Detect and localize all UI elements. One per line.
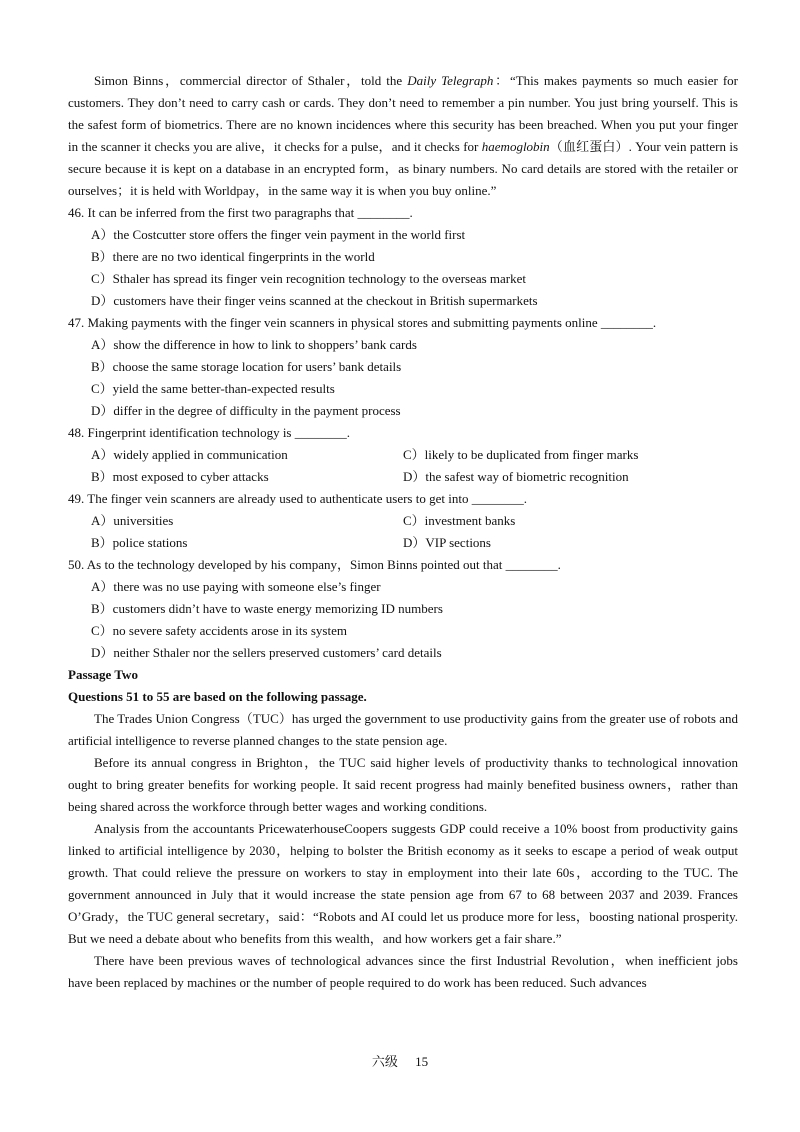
q50-option-a[interactable]: A）there was no use paying with someone else’s finger <box>91 579 381 594</box>
q48-option-d[interactable]: D）the safest way of biometric recognition <box>403 469 629 484</box>
q48-option-a[interactable]: A）widely applied in communication <box>91 447 288 462</box>
q50-option-b[interactable]: B）customers didn’t have to waste energy memorizing ID numbers <box>91 601 443 616</box>
intro-quote-a: ：“This makes payments so much easier for customers. They don’t need to carry cash or cards. They don’t need to remember a pin number. You just bring yourself. This is the safest form of biometrics. There are no known incidences where this security has been breached. When you put your finger in the scanner it checks you are alive，it checks for a pulse，and it checks for <box>68 73 738 154</box>
exam-level: 六级 <box>371 1054 398 1069</box>
q47-option-a[interactable]: A）show the difference in how to link to shoppers’ bank cards <box>91 337 417 352</box>
q50-option-d[interactable]: D）neither Sthaler nor the sellers preserved customers’ card details <box>91 645 442 660</box>
question-49: 49. The finger vein scanners are already used to authenticate users to get into ________. <box>68 491 527 506</box>
passage-paragraph: Before its annual congress in Brighton，the TUC said higher levels of productivity thanks to technological innovation ought to bring greater benefits for working people. It said recent progress had mainly benefited business owners，rather than being shared across the workforce through better wages and working conditions. <box>68 755 738 814</box>
passage-paragraph: There have been previous waves of technological advances since the first Industrial Revolution，when inefficient jobs have been replaced by machines or the number of people required to do work has been reduced. Such advances <box>68 953 738 990</box>
q49-options-row-2 <box>91 532 738 554</box>
source-name: Daily Telegraph <box>407 73 494 88</box>
q46-option-a[interactable]: A）the Costcutter store offers the finger vein payment in the world first <box>91 227 466 242</box>
q46-option-d[interactable]: D）customers have their finger veins scanned at the checkout in British supermarkets <box>91 293 538 308</box>
term-haemoglobin: haemoglobin <box>481 139 550 154</box>
q49-option-b[interactable]: B）police stations <box>91 535 188 550</box>
question-50: 50. As to the technology developed by his company，Simon Binns pointed out that ________. <box>68 557 561 572</box>
passage-paragraph: The Trades Union Congress（TUC）has urged the government to use productivity gains from the greater use of robots and artificial intelligence to reverse planned changes to the state pension age. <box>68 711 738 748</box>
q46-option-c[interactable]: C）Sthaler has spread its finger vein recognition technology to the overseas market <box>91 271 527 286</box>
passage-two-heading: Passage Two <box>68 667 138 682</box>
q48-option-b[interactable]: B）most exposed to cyber attacks <box>91 469 269 484</box>
passage-two-instruction: Questions 51 to 55 are based on the following passage. <box>68 689 367 704</box>
question-46: 46. It can be inferred from the first two paragraphs that ________. <box>68 205 413 220</box>
q48-options-row-1 <box>91 444 738 466</box>
intro-lead: Simon Binns，commercial director of Sthaler，told the <box>94 73 408 88</box>
question-47: 47. Making payments with the finger vein scanners in physical stores and submitting payments online ________. <box>68 315 657 330</box>
q50-option-c[interactable]: C）no severe safety accidents arose in its system <box>91 623 347 638</box>
exam-page <box>68 70 738 994</box>
q47-option-d[interactable]: D）differ in the degree of difficulty in the payment process <box>91 403 401 418</box>
intro-quote-b: （血红蛋白）. Your vein pattern is secure because it is kept on a database in an encrypted form，as binary numbers. No card details are stored with the retailer or ourselves；it is held with Worldpay，in the same way it is when you buy online.” <box>68 139 739 198</box>
passage-paragraph: Analysis from the accountants PricewaterhouseCoopers suggests GDP could receive a 10% boost from productivity gains linked to artificial intelligence by 2030，helping to bolster the British economy as it seeks to escape a period of weak output growth. That could relieve the pressure on workers to stay in employment into their late 60s，according to the TUC. The government announced in July that it would increase the state pension age from 67 to 68 between 2037 and 2039. Frances O’Grady，the TUC general secretary，said：“Robots and AI could let us produce more for less，boosting national prosperity. But we need a debate about who benefits from this wealth，and how workers get a fair share.” <box>68 821 738 946</box>
q47-option-c[interactable]: C）yield the same better-than-expected results <box>91 381 335 396</box>
q48-option-c[interactable]: C）likely to be duplicated from finger marks <box>403 447 639 462</box>
q46-option-b[interactable]: B）there are no two identical fingerprints in the world <box>91 249 375 264</box>
q48-options-row-2 <box>91 466 738 488</box>
intro-paragraph <box>68 70 738 202</box>
q49-options-row-1 <box>91 510 738 532</box>
page-number: 15 <box>415 1054 429 1069</box>
q49-option-d[interactable]: D）VIP sections <box>403 535 491 550</box>
q47-option-b[interactable]: B）choose the same storage location for users’ bank details <box>91 359 402 374</box>
question-48: 48. Fingerprint identification technology is ________. <box>68 425 350 440</box>
q49-option-c[interactable]: C）investment banks <box>403 513 516 528</box>
q49-option-a[interactable]: A）universities <box>91 513 174 528</box>
page-footer <box>0 1051 800 1070</box>
